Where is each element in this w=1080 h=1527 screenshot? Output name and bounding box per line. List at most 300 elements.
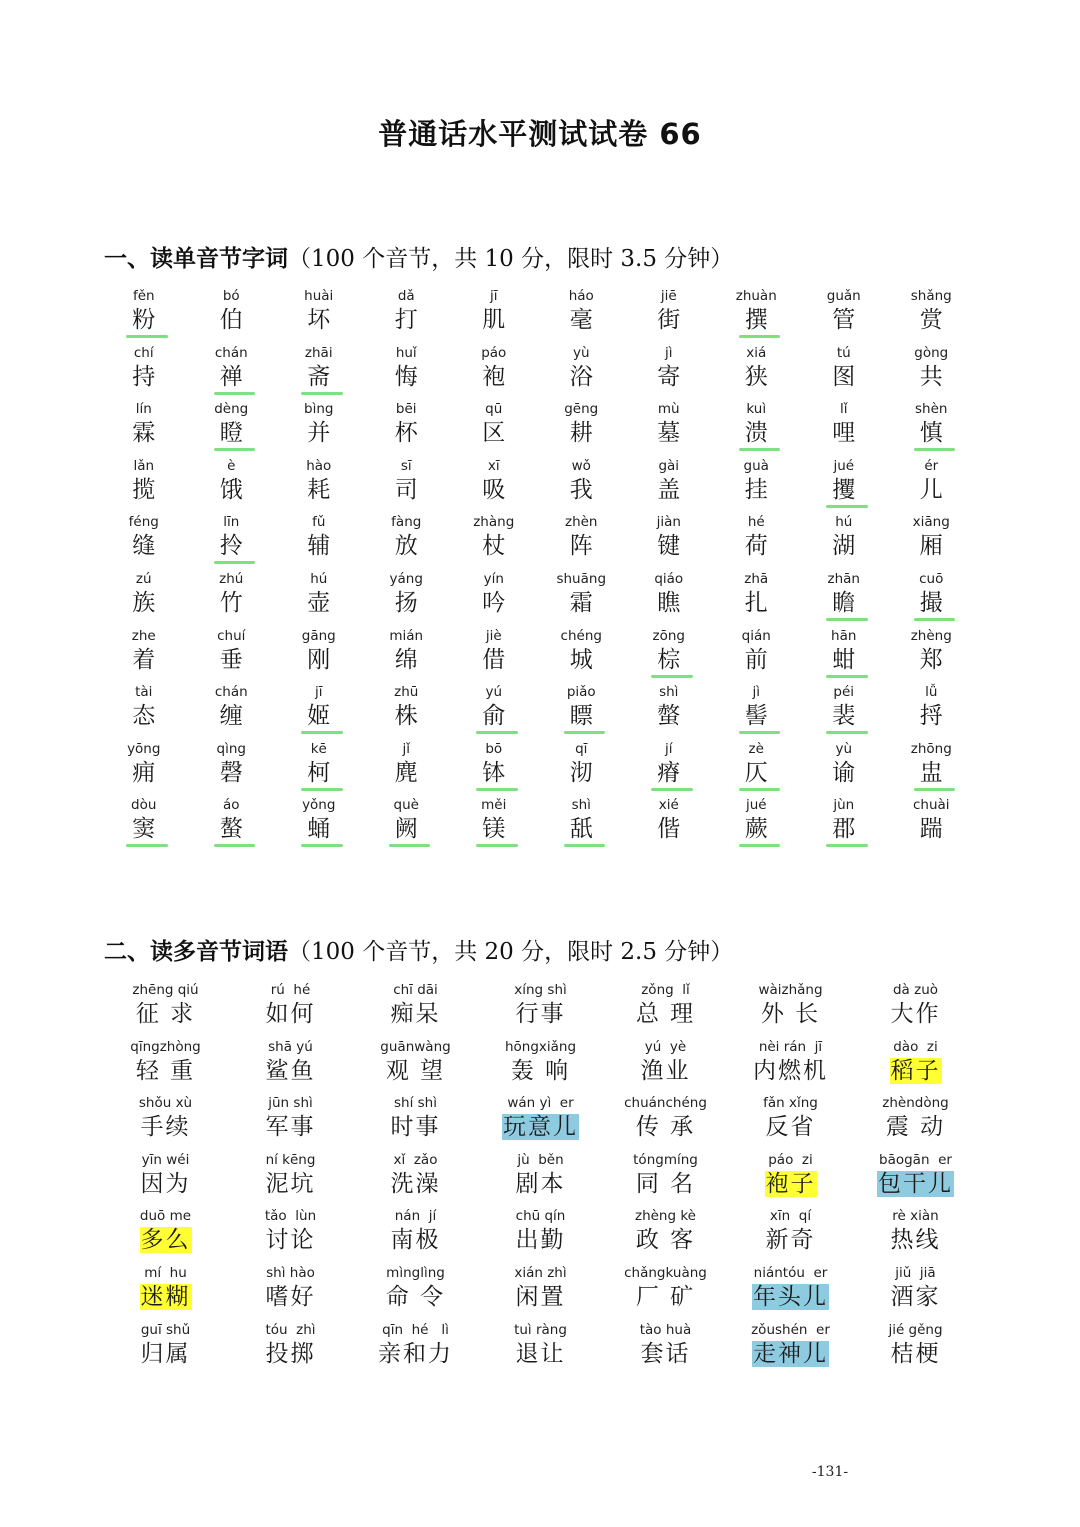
word-text: 迷糊 (140, 1283, 191, 1310)
character: 扎 (744, 589, 768, 616)
character: 寄 (657, 363, 681, 390)
word-cell (603, 1320, 728, 1377)
word (728, 1226, 853, 1256)
pinyin: péi (833, 684, 855, 701)
section1-heading (104, 240, 733, 273)
syllable-cell (275, 343, 363, 400)
word (478, 1170, 603, 1200)
word-cell (353, 1150, 478, 1207)
syllable-cell (538, 456, 626, 513)
syllable-cell (538, 739, 626, 796)
pinyin: mí hu (144, 1264, 187, 1281)
syllable-row (100, 569, 975, 626)
character: 斋 (307, 363, 331, 390)
pinyin: xiá (746, 344, 767, 361)
pinyin: xián zhì (514, 1264, 567, 1281)
pinyin: wǒ (571, 457, 591, 474)
character: 扬 (394, 589, 418, 616)
word (228, 1340, 353, 1370)
pinyin: tóngmíng (633, 1151, 698, 1168)
word-cell (103, 1150, 228, 1207)
character: 伯 (219, 307, 243, 333)
word-text: 鲨鱼 (265, 1057, 316, 1084)
word-text: 讨论 (265, 1227, 316, 1254)
word-text: 酒家 (890, 1283, 941, 1310)
pinyin: yáng (389, 570, 423, 587)
word (603, 1340, 728, 1370)
character: 溃 (744, 420, 768, 447)
pinyin: lín (135, 401, 152, 418)
word-row (103, 980, 978, 1037)
pinyin: guǎn (826, 288, 861, 304)
word-text: 多么 (140, 1227, 191, 1254)
word (603, 1226, 728, 1256)
word-cell (353, 1263, 478, 1320)
pinyin: jǐ (402, 740, 410, 757)
character: 前 (744, 646, 768, 673)
pinyin: bó (222, 288, 240, 304)
word (478, 1113, 603, 1143)
character: 瞻 (832, 589, 856, 616)
word-text: 外 长 (760, 1001, 821, 1027)
pinyin: tú (836, 344, 851, 361)
pinyin: gòng (914, 344, 949, 361)
syllable-cell (713, 399, 801, 456)
word (103, 1340, 228, 1370)
word-cell (478, 1037, 603, 1094)
syllable-cell (888, 682, 976, 739)
word-text: 总 理 (635, 1001, 696, 1027)
word (228, 1226, 353, 1256)
character: 肌 (482, 307, 506, 333)
word-cell (853, 1037, 978, 1094)
word-text: 新奇 (765, 1227, 816, 1254)
pinyin: zhuàn (735, 288, 777, 304)
pinyin: zhèng (910, 627, 952, 644)
syllable-cell (713, 795, 801, 852)
character: 撰 (744, 307, 768, 333)
syllable-row (100, 399, 975, 456)
pinyin: jí (664, 740, 673, 757)
character: 狭 (744, 363, 768, 390)
syllable-cell (713, 739, 801, 796)
word (853, 1340, 978, 1370)
pinyin: nán jí (394, 1208, 437, 1225)
pinyin: zhú (219, 570, 244, 587)
pinyin: chuài (912, 797, 950, 814)
word-cell (478, 1150, 603, 1207)
character: 哩 (832, 420, 856, 447)
word-cell (228, 1037, 353, 1094)
word-cell (478, 1206, 603, 1263)
pinyin: mù (657, 401, 680, 418)
syllable-cell (625, 795, 713, 852)
syllable-cell (100, 399, 188, 456)
pinyin: tuì ràng (514, 1321, 567, 1338)
word-cell (853, 1320, 978, 1377)
pinyin: měi (481, 797, 507, 814)
character: 粉 (132, 307, 156, 333)
pinyin: xīn qí (769, 1208, 812, 1225)
syllable-cell (538, 569, 626, 626)
word-cell (103, 980, 228, 1037)
word-text: 手续 (140, 1114, 191, 1141)
pinyin: zú (135, 570, 152, 587)
word-cell (478, 1320, 603, 1377)
pinyin: jiǔ jiā (895, 1264, 936, 1281)
syllable-cell (188, 795, 276, 852)
pinyin: páo zi (768, 1151, 813, 1168)
syllable-cell (100, 626, 188, 683)
character: 慎 (919, 420, 943, 447)
pinyin: yù (835, 740, 853, 757)
syllable-cell (538, 795, 626, 852)
word (103, 1000, 228, 1030)
character: 悔 (394, 363, 418, 390)
word-text: 传 承 (635, 1114, 696, 1141)
character: 城 (569, 646, 593, 673)
syllable-cell (450, 795, 538, 852)
character: 借 (482, 646, 506, 673)
syllable-cell (450, 739, 538, 796)
word-cell (103, 1320, 228, 1377)
pinyin: shì (571, 797, 591, 814)
single-syllable-grid (100, 286, 975, 852)
pinyin: yú (485, 684, 503, 701)
syllable-row (100, 739, 975, 796)
word-cell (853, 1206, 978, 1263)
pinyin: páo (481, 344, 507, 361)
syllable-cell (800, 569, 888, 626)
pinyin: tóu zhì (265, 1321, 316, 1338)
pinyin: xiāng (912, 514, 950, 531)
pinyin: rú hé (270, 982, 311, 998)
pinyin: dèng (214, 401, 249, 418)
word-text: 套话 (640, 1340, 691, 1367)
character: 瘠 (657, 759, 681, 786)
character: 吟 (482, 589, 506, 616)
character: 饿 (219, 476, 243, 503)
character: 盅 (919, 759, 943, 786)
character: 阵 (569, 533, 593, 560)
pinyin: chuí (217, 627, 246, 644)
character: 棕 (657, 646, 681, 673)
pinyin: què (393, 797, 419, 814)
pinyin: qián (741, 627, 771, 644)
pinyin: qiáo (654, 570, 684, 587)
word-text: 痴呆 (390, 1001, 441, 1027)
syllable-cell (625, 343, 713, 400)
character: 蚶 (832, 646, 856, 673)
word-cell (103, 1093, 228, 1150)
pinyin: chuánchéng (624, 1095, 707, 1112)
word-text: 厂 矿 (635, 1283, 696, 1310)
pinyin: qìng (216, 740, 246, 757)
word-text: 军事 (265, 1114, 316, 1141)
word (603, 1113, 728, 1143)
word (228, 1000, 353, 1030)
pinyin: ér (924, 457, 939, 474)
word-cell (478, 980, 603, 1037)
pinyin: ní kēng (265, 1151, 316, 1168)
syllable-cell (275, 626, 363, 683)
syllable-cell (450, 343, 538, 400)
word (103, 1057, 228, 1087)
syllable-cell (538, 682, 626, 739)
pinyin: jù běn (517, 1151, 564, 1168)
word (478, 1057, 603, 1087)
pinyin: háo (568, 288, 594, 304)
word-cell (353, 1320, 478, 1377)
pinyin: dà zuò (892, 982, 939, 998)
pinyin: qī (575, 740, 588, 757)
syllable-cell (275, 512, 363, 569)
word (228, 1057, 353, 1087)
pinyin: lǐ (839, 401, 848, 418)
pinyin: chéng (560, 627, 602, 644)
syllable-cell (625, 456, 713, 513)
syllable-cell (363, 795, 451, 852)
word-cell (353, 1037, 478, 1094)
syllable-cell (800, 682, 888, 739)
syllable-cell (275, 795, 363, 852)
syllable-row (100, 286, 975, 343)
pinyin: bìng (304, 401, 334, 418)
word-cell (353, 1206, 478, 1263)
word-row (103, 1206, 978, 1263)
pinyin: dào zi (893, 1038, 938, 1055)
pinyin: bēi (395, 401, 417, 418)
pinyin: zhe (131, 627, 156, 644)
pinyin: jūn shì (268, 1095, 313, 1112)
pinyin: fǎn xǐng (763, 1095, 818, 1112)
pinyin: shuāng (556, 570, 607, 587)
pinyin: sī (400, 457, 412, 474)
word (603, 1057, 728, 1087)
pinyin: qīn hé lì (382, 1321, 449, 1338)
pinyin: chí (133, 344, 154, 361)
word (353, 1226, 478, 1256)
word-cell (728, 1150, 853, 1207)
word (103, 1170, 228, 1200)
pinyin: tào huà (639, 1321, 692, 1338)
word-cell (228, 1320, 353, 1377)
word-row (103, 1037, 978, 1094)
word-cell (853, 1150, 978, 1207)
pinyin: zhā (744, 570, 769, 587)
section2-heading (104, 933, 733, 966)
section1-label: 一、读单音节字词 (104, 246, 288, 272)
pinyin: guà (743, 457, 769, 474)
syllable-cell (450, 399, 538, 456)
pinyin: gài (658, 457, 680, 474)
pinyin: zhèn (564, 514, 598, 531)
character: 俞 (482, 703, 506, 730)
character: 撮 (919, 589, 943, 616)
pinyin: guī shǔ (140, 1321, 191, 1338)
character: 赏 (919, 307, 943, 333)
pinyin: shì (659, 684, 679, 701)
pinyin: zhāi (304, 344, 333, 361)
word-cell (228, 1263, 353, 1320)
word-text: 归属 (140, 1340, 191, 1367)
syllable-cell (188, 343, 276, 400)
character: 螯 (219, 816, 243, 843)
word (853, 1226, 978, 1256)
word (853, 1000, 978, 1030)
word-text: 同 名 (635, 1170, 696, 1197)
pinyin: chī dāi (393, 982, 438, 998)
word (478, 1340, 603, 1370)
section2-label: 二、读多音节词语 (104, 939, 288, 965)
pinyin: yīn wéi (141, 1151, 190, 1168)
character: 浴 (569, 363, 593, 390)
character: 态 (132, 703, 156, 730)
word-text: 稻子 (890, 1057, 941, 1084)
section2-note: （100 个音节，共 20 分，限时 2.5 分钟） (288, 939, 734, 965)
character: 并 (307, 420, 331, 447)
word-text: 观 望 (385, 1057, 446, 1084)
character: 磬 (219, 759, 243, 786)
pinyin: kē (310, 740, 327, 757)
pinyin: yǒng (302, 797, 336, 814)
syllable-cell (363, 286, 451, 343)
character: 缠 (219, 703, 243, 730)
word-cell (103, 1206, 228, 1263)
character: 攫 (832, 476, 856, 503)
word (353, 1113, 478, 1143)
character: 湖 (832, 533, 856, 560)
syllable-cell (188, 569, 276, 626)
character: 共 (919, 363, 943, 390)
word-cell (228, 980, 353, 1037)
syllable-cell (275, 399, 363, 456)
word-text: 泥坑 (265, 1170, 316, 1197)
word-cell (728, 1206, 853, 1263)
pinyin: xǐ zǎo (393, 1151, 438, 1168)
pinyin: fàng (391, 514, 422, 531)
syllable-cell (100, 456, 188, 513)
syllable-cell (100, 569, 188, 626)
character: 竹 (219, 589, 243, 616)
syllable-cell (100, 739, 188, 796)
word (103, 1226, 228, 1256)
syllable-cell (888, 739, 976, 796)
character: 株 (394, 703, 418, 730)
word-cell (728, 980, 853, 1037)
pinyin: bāogān er (879, 1151, 952, 1168)
pinyin: hōngxiǎng (504, 1038, 577, 1055)
word (728, 1340, 853, 1370)
pinyin: zhèng kè (634, 1208, 696, 1225)
syllable-cell (450, 456, 538, 513)
character: 毫 (569, 307, 593, 333)
word-text: 退让 (515, 1340, 566, 1367)
character: 谕 (832, 759, 856, 786)
pinyin: yú yè (644, 1038, 687, 1055)
syllable-cell (888, 456, 976, 513)
pinyin: hào (306, 457, 332, 474)
syllable-cell (888, 569, 976, 626)
word-text: 反省 (765, 1114, 816, 1141)
word (103, 1113, 228, 1143)
word-cell (353, 1093, 478, 1150)
word-cell (228, 1206, 353, 1263)
character: 郡 (832, 816, 856, 843)
character: 区 (482, 420, 506, 447)
pinyin: jùn (833, 797, 855, 814)
pinyin: hé (747, 514, 765, 531)
pinyin: piǎo (566, 684, 596, 701)
character: 盖 (657, 476, 681, 503)
pinyin: huǐ (395, 344, 417, 361)
syllable-row (100, 626, 975, 683)
word (853, 1170, 978, 1200)
word (103, 1283, 228, 1313)
syllable-cell (800, 795, 888, 852)
word-text: 桔梗 (890, 1340, 941, 1367)
pinyin: hān (831, 627, 857, 644)
character: 绵 (394, 646, 418, 673)
syllable-cell (363, 569, 451, 626)
pinyin: qīngzhòng (130, 1038, 201, 1055)
pinyin: niántóu er (753, 1264, 828, 1281)
word-cell (353, 980, 478, 1037)
word-row (103, 1263, 978, 1320)
syllable-cell (800, 343, 888, 400)
word-text: 内燃机 (753, 1057, 828, 1084)
character: 耗 (307, 476, 331, 503)
syllable-cell (275, 286, 363, 343)
pinyin: jì (664, 344, 673, 361)
word (728, 1057, 853, 1087)
character: 麂 (394, 759, 418, 786)
syllable-cell (625, 682, 713, 739)
word-cell (103, 1037, 228, 1094)
page-number: -131- (811, 1464, 849, 1480)
pinyin: féng (128, 514, 159, 531)
word-text: 大作 (890, 1001, 941, 1027)
character: 踹 (919, 816, 943, 843)
character: 阙 (394, 816, 418, 843)
word-text: 闲置 (515, 1283, 566, 1310)
syllable-cell (625, 286, 713, 343)
word (728, 1000, 853, 1030)
character: 郑 (919, 646, 943, 673)
character: 镁 (482, 816, 506, 843)
pinyin: jī (489, 288, 498, 304)
pinyin: shì hào (266, 1264, 315, 1281)
word (478, 1000, 603, 1030)
pinyin: zhèndòng (882, 1095, 949, 1112)
syllable-cell (100, 512, 188, 569)
syllable-cell (188, 456, 276, 513)
syllable-cell (188, 399, 276, 456)
character: 着 (132, 646, 156, 673)
word-cell (103, 1263, 228, 1320)
syllable-cell (100, 343, 188, 400)
character: 裴 (832, 703, 856, 730)
pinyin: dǎ (397, 288, 415, 304)
word (603, 1283, 728, 1313)
character: 持 (132, 363, 156, 390)
syllable-cell (888, 626, 976, 683)
syllable-cell (800, 286, 888, 343)
word (353, 1340, 478, 1370)
word-cell (853, 1263, 978, 1320)
word (728, 1113, 853, 1143)
syllable-cell (713, 286, 801, 343)
